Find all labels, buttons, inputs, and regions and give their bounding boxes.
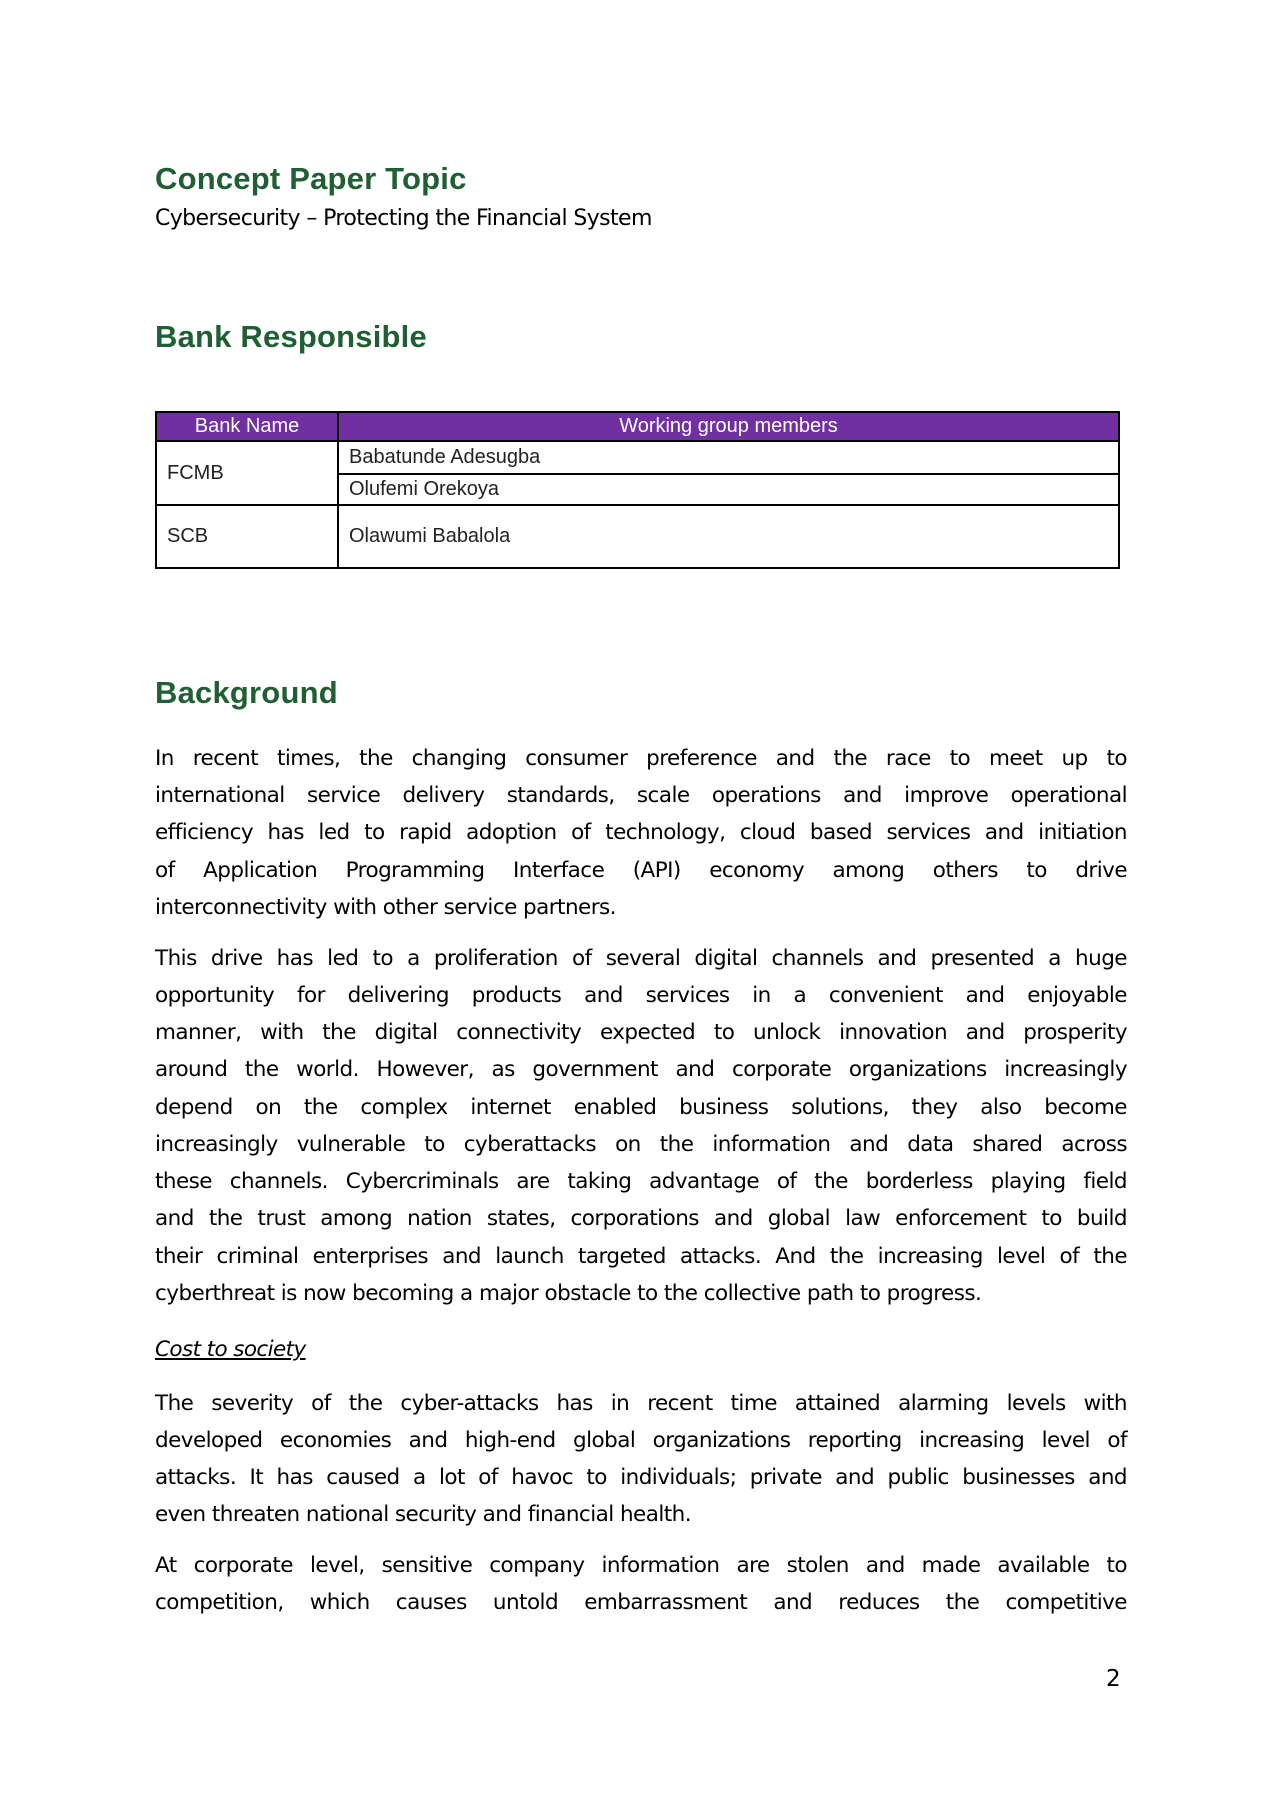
text-line: At corporate level, sensitive company information are stolen and made available to [155,1553,1127,1578]
text-line: In recent times, the changing consumer preference and the race to meet up to [155,746,1127,771]
table-row [156,505,1119,568]
member-cell: Babatunde Adesugba [338,441,1119,474]
background-heading: Background [155,675,338,710]
bank-name-cell: SCB [156,505,338,568]
text-line: and the trust among nation states, corporations and global law enforcement to build [155,1206,1127,1231]
text-line: around the world. However, as government and corporate organizations increasingly [155,1057,1127,1082]
text-line: cyberthreat is now becoming a major obstacle to the collective path to progress. [155,1281,982,1306]
text-line: their criminal enterprises and launch targeted attacks. And the increasing level of the [155,1244,1127,1269]
text-line: even threaten national security and financial health. [155,1502,692,1527]
concept-topic-subtitle: Cybersecurity – Protecting the Financial System [155,206,652,231]
text-line: competition, which causes untold embarrassment and reduces the competitive [155,1590,1127,1615]
member-cell: Olawumi Babalola [338,505,1119,568]
text-line: increasingly vulnerable to cyberattacks on the information and data shared across [155,1132,1127,1157]
text-line: interconnectivity with other service partners. [155,895,616,920]
text-line: of Application Programming Interface (API) economy among others to drive [155,858,1127,883]
text-line: developed economies and high-end global organizations reporting increasing level of [155,1428,1127,1453]
column-header-working-group: Working group members [338,412,1119,441]
text-line: The severity of the cyber-attacks has in recent time attained alarming levels with [155,1391,1127,1416]
bank-responsible-heading: Bank Responsible [155,319,427,354]
concept-topic-heading: Concept Paper Topic [155,161,467,196]
text-line: these channels. Cybercriminals are taking advantage of the borderless playing field [155,1169,1127,1194]
member-cell: Olufemi Orekoya [338,474,1119,505]
text-line: This drive has led to a proliferation of several digital channels and presented a huge [155,946,1127,971]
text-line: attacks. It has caused a lot of havoc to individuals; private and public businesses and [155,1465,1127,1490]
text-line: efficiency has led to rapid adoption of technology, cloud based services and initiation [155,820,1127,845]
text-line: manner, with the digital connectivity expected to unlock innovation and prosperity [155,1020,1127,1045]
table-header-row [156,412,1119,441]
bank-responsible-table [155,411,1120,569]
column-header-bank-name: Bank Name [156,412,338,441]
page-number: 2 [1106,1666,1121,1692]
text-line: depend on the complex internet enabled business solutions, they also become [155,1095,1127,1120]
text-line: international service delivery standards, scale operations and improve operational [155,783,1127,808]
cost-to-society-subheading: Cost to society [155,1337,306,1362]
text-line: opportunity for delivering products and services in a convenient and enjoyable [155,983,1127,1008]
table-row [156,441,1119,474]
bank-name-cell: FCMB [156,441,338,505]
